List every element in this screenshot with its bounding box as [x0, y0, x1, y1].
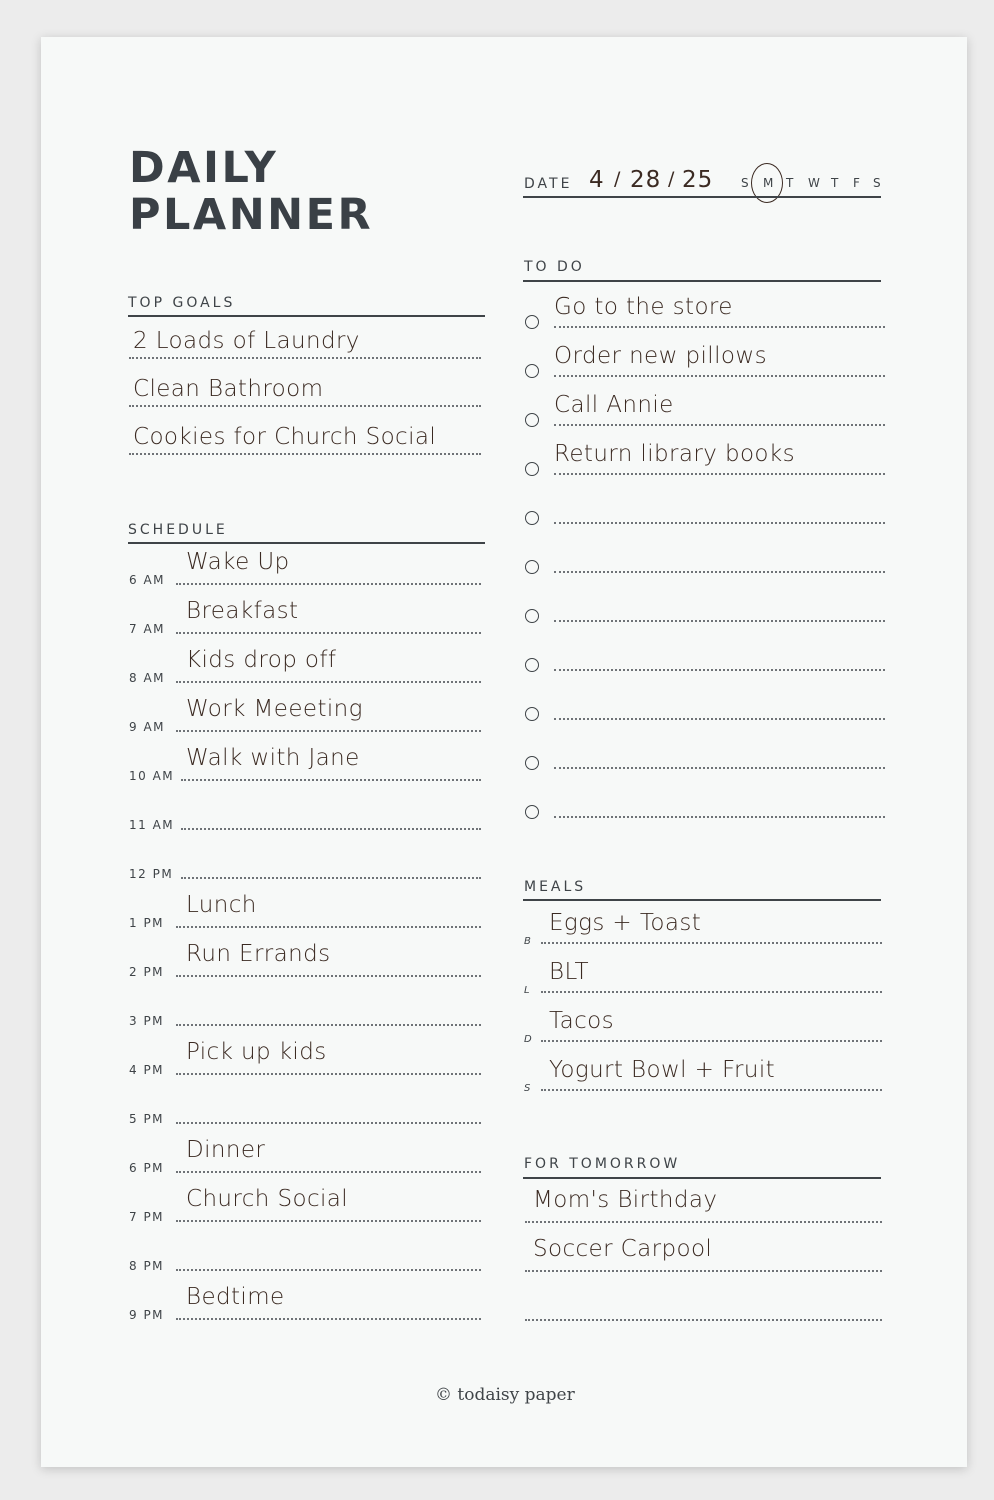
tomorrow-line	[525, 1221, 882, 1223]
todo-line	[554, 620, 885, 622]
schedule-entry[interactable]: Work Meeeting	[186, 696, 363, 722]
todo-line	[554, 767, 885, 769]
schedule-line	[176, 632, 481, 634]
schedule-label: SCHEDULE	[128, 522, 228, 538]
schedule-line	[176, 1122, 481, 1124]
date-label: DATE	[524, 176, 573, 192]
schedule-entry[interactable]: Lunch	[186, 892, 257, 918]
schedule-time: 4 PM	[129, 1063, 165, 1077]
todo-checkbox[interactable]	[525, 805, 539, 819]
schedule-entry[interactable]: Breakfast	[186, 598, 299, 624]
schedule-time: 10 AM	[129, 769, 175, 783]
date-month[interactable]: 4	[589, 167, 605, 193]
schedule-rule	[128, 542, 485, 544]
schedule-line	[176, 583, 481, 585]
schedule-line	[176, 1318, 481, 1320]
for-tomorrow-label: FOR TOMORROW	[524, 1156, 681, 1172]
todo-line	[554, 424, 885, 426]
schedule-line	[176, 1073, 481, 1075]
todo-label: TO DO	[524, 259, 585, 275]
todo-checkbox[interactable]	[525, 315, 539, 329]
tomorrow-text[interactable]: Soccer Carpool	[533, 1236, 713, 1262]
todo-checkbox[interactable]	[525, 511, 539, 525]
schedule-line	[176, 1220, 481, 1222]
schedule-entry[interactable]: Pick up kids	[186, 1039, 327, 1065]
date-rule	[523, 196, 881, 198]
todo-line	[554, 326, 885, 328]
schedule-entry[interactable]: Bedtime	[186, 1284, 285, 1310]
schedule-line	[176, 975, 481, 977]
todo-checkbox[interactable]	[525, 462, 539, 476]
schedule-line	[176, 926, 481, 928]
todo-line	[554, 669, 885, 671]
meal-line	[541, 1089, 882, 1091]
meal-entry[interactable]: Yogurt Bowl + Fruit	[549, 1057, 776, 1083]
todo-line	[554, 522, 885, 524]
schedule-time: 3 PM	[129, 1014, 165, 1028]
meals-label: MEALS	[524, 879, 587, 895]
schedule-entry[interactable]: Run Errands	[186, 941, 331, 967]
schedule-time: 7 AM	[129, 622, 166, 636]
todo-rule	[523, 280, 881, 282]
top-goals-label: TOP GOALS	[128, 295, 236, 311]
schedule-entry[interactable]: Walk with Jane	[186, 745, 360, 771]
schedule-time: 12 PM	[129, 867, 174, 881]
title-line-2: PLANNER	[129, 190, 374, 240]
todo-text[interactable]: Return library books	[554, 441, 795, 467]
schedule-entry[interactable]: Kids drop off	[186, 647, 337, 673]
meal-line	[541, 991, 882, 993]
schedule-line	[176, 730, 481, 732]
meal-line	[541, 942, 882, 944]
meal-entry[interactable]: BLT	[549, 959, 589, 985]
date-day[interactable]: 28	[630, 167, 662, 193]
todo-checkbox[interactable]	[525, 609, 539, 623]
meal-letter: B	[524, 936, 531, 947]
todo-line	[554, 718, 885, 720]
tomorrow-line	[525, 1270, 882, 1272]
todo-line	[554, 571, 885, 573]
meal-entry[interactable]: Eggs + Toast	[549, 910, 702, 936]
weekday-3[interactable]: W	[808, 176, 820, 190]
goal-text[interactable]: 2 Loads of Laundry	[133, 328, 360, 354]
planner-page	[41, 37, 967, 1467]
schedule-line	[176, 1269, 481, 1271]
schedule-entry[interactable]: Wake Up	[186, 549, 290, 575]
meals-rule	[523, 899, 881, 901]
schedule-line	[181, 877, 481, 879]
schedule-time: 9 AM	[129, 720, 166, 734]
meal-letter: S	[524, 1083, 531, 1094]
schedule-time: 8 AM	[129, 671, 166, 685]
weekday-1[interactable]: M	[763, 176, 774, 190]
for-tomorrow-rule	[523, 1177, 881, 1179]
schedule-line	[176, 1024, 481, 1026]
schedule-time: 5 PM	[129, 1112, 165, 1126]
todo-checkbox[interactable]	[525, 756, 539, 770]
todo-checkbox[interactable]	[525, 364, 539, 378]
title-line-1: DAILY	[129, 143, 279, 193]
date-separator-2: /	[668, 168, 676, 190]
top-goals-rule	[128, 315, 485, 317]
meal-line	[541, 1040, 882, 1042]
schedule-line	[176, 1171, 481, 1173]
schedule-time: 2 PM	[129, 965, 165, 979]
goal-text[interactable]: Clean Bathroom	[133, 376, 324, 402]
schedule-entry[interactable]: Church Social	[186, 1186, 349, 1212]
meal-letter: D	[524, 1034, 532, 1045]
todo-checkbox[interactable]	[525, 560, 539, 574]
meal-letter: L	[524, 985, 530, 996]
schedule-time: 7 PM	[129, 1210, 165, 1224]
weekday-6[interactable]: S	[873, 176, 881, 190]
schedule-line	[176, 681, 481, 683]
page-title	[129, 145, 373, 239]
tomorrow-text[interactable]: Mom's Birthday	[533, 1187, 718, 1213]
todo-text[interactable]: Order new pillows	[554, 343, 767, 369]
weekday-0[interactable]: S	[741, 176, 749, 190]
todo-text[interactable]: Go to the store	[554, 294, 733, 320]
todo-line	[554, 816, 885, 818]
footer-brand: © todaisy paper	[435, 1385, 575, 1405]
schedule-line	[181, 779, 481, 781]
date-year[interactable]: 25	[682, 167, 714, 193]
weekday-5[interactable]: F	[853, 176, 860, 190]
schedule-time: 8 PM	[129, 1259, 165, 1273]
schedule-entry[interactable]: Dinner	[186, 1137, 266, 1163]
todo-checkbox[interactable]	[525, 413, 539, 427]
todo-text[interactable]: Call Annie	[554, 392, 674, 418]
schedule-time: 1 PM	[129, 916, 165, 930]
weekday-2[interactable]: T	[786, 176, 794, 190]
schedule-time: 11 AM	[129, 818, 175, 832]
schedule-time: 9 PM	[129, 1308, 165, 1322]
todo-line	[554, 473, 885, 475]
schedule-line	[181, 828, 481, 830]
goal-line	[129, 405, 481, 407]
todo-checkbox[interactable]	[525, 707, 539, 721]
meal-entry[interactable]: Tacos	[549, 1008, 615, 1034]
goal-line	[129, 453, 481, 455]
schedule-time: 6 PM	[129, 1161, 165, 1175]
date-separator-1: /	[614, 168, 622, 190]
goal-text[interactable]: Cookies for Church Social	[133, 424, 437, 450]
tomorrow-line	[525, 1319, 882, 1321]
goal-line	[129, 357, 481, 359]
schedule-time: 6 AM	[129, 573, 166, 587]
weekday-4[interactable]: T	[831, 176, 839, 190]
todo-checkbox[interactable]	[525, 658, 539, 672]
todo-line	[554, 375, 885, 377]
